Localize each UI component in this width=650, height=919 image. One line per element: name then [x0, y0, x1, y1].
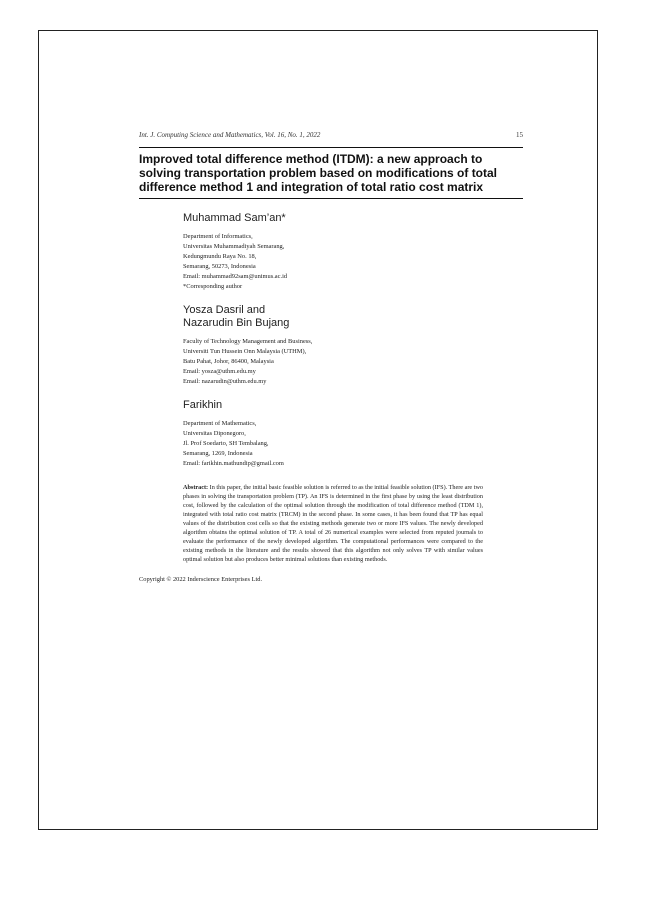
title-rule-bottom [139, 198, 523, 199]
affiliation-line: Faculty of Technology Management and Business, [183, 338, 313, 345]
copyright-notice: Copyright © 2022 Inderscience Enterprises Ltd. [139, 576, 263, 583]
paper-page [38, 30, 598, 830]
page-number: 15 [516, 131, 523, 139]
title-rule-top [139, 147, 523, 148]
affiliation [183, 232, 483, 292]
affiliation [183, 419, 483, 469]
corresponding-note: *Corresponding author [183, 283, 243, 290]
email-line: Email: farikhin.mathundip@gmail.com [183, 460, 284, 467]
author-name: Farikhin [183, 399, 223, 411]
author-block-1 [183, 212, 483, 292]
abstract-text: In this paper, the initial basic feasible solution is referred to as the initial feasible solution (IFS). There are two phases in solving the transportation problem (TP). An IFS is determined in the first phase by using the least distribution cost, followed by the calculation of the optimal solution through the modification of total difference method (TDM 1), integrated with total ratio cost matrix (TRCM) in the second phase. In some cases, it has been found that TP has equal values of the distribution cost cells so that the existing methods generate two or more IFS values. The newly developed algorithm obtains the optimal solution of TP. A total of 26 numerical examples were selected from reputed journals to evaluate the performance of the newly developed algorithm. The computational performances were compared to the existing methods in the literature and the results showed that this algorithm not only solves TP with similar values optimal solution but also produces better minimal solutions than existing methods. [183, 484, 484, 563]
affiliation [183, 337, 483, 387]
author-name-2: Nazarudin Bin Bujang [183, 317, 290, 329]
affiliation-line: Universitas Muhammadiyah Semarang, [183, 243, 285, 250]
affiliation-line: Kedungmundu Raya No. 18, [183, 253, 257, 260]
affiliation-line: Semarang, 1269, Indonesia [183, 450, 253, 457]
author-name: Yosza Dasril and [183, 304, 266, 316]
email-line: Email: yosza@uthm.edu.my [183, 368, 256, 375]
running-header [139, 131, 523, 139]
page-content [139, 131, 523, 583]
affiliation-line: Department of Mathematics, [183, 420, 257, 427]
email-line: Email: nazarudin@uthm.edu.my [183, 378, 267, 385]
paper-title: Improved total difference method (ITDM): a new approach to solving transportation problem based on modifications of total difference method 1 and integration of total ratio cost matrix [139, 152, 498, 194]
affiliation-line: Batu Pahat, Johor, 86400, Malaysia [183, 358, 274, 365]
affiliation-line: Universitas Diponegoro, [183, 430, 246, 437]
abstract [183, 483, 483, 564]
email-line: Email: muhammad92sam@unimus.ac.id [183, 273, 288, 280]
affiliation-line: Semarang, 50273, Indonesia [183, 263, 256, 270]
abstract-label: Abstract: [183, 484, 209, 491]
author-block-2 [183, 304, 483, 387]
affiliation-line: Jl. Prof Soedarto, SH Tembalang, [183, 440, 269, 447]
author-list [183, 212, 483, 469]
affiliation-line: Department of Informatics, [183, 233, 253, 240]
affiliation-line: Universiti Tun Hussein Onn Malaysia (UTHM), [183, 348, 307, 355]
journal-citation: Int. J. Computing Science and Mathematics, Vol. 16, No. 1, 2022 [139, 131, 321, 139]
author-name: Muhammad Sam’an* [183, 212, 286, 224]
author-block-3 [183, 399, 483, 469]
